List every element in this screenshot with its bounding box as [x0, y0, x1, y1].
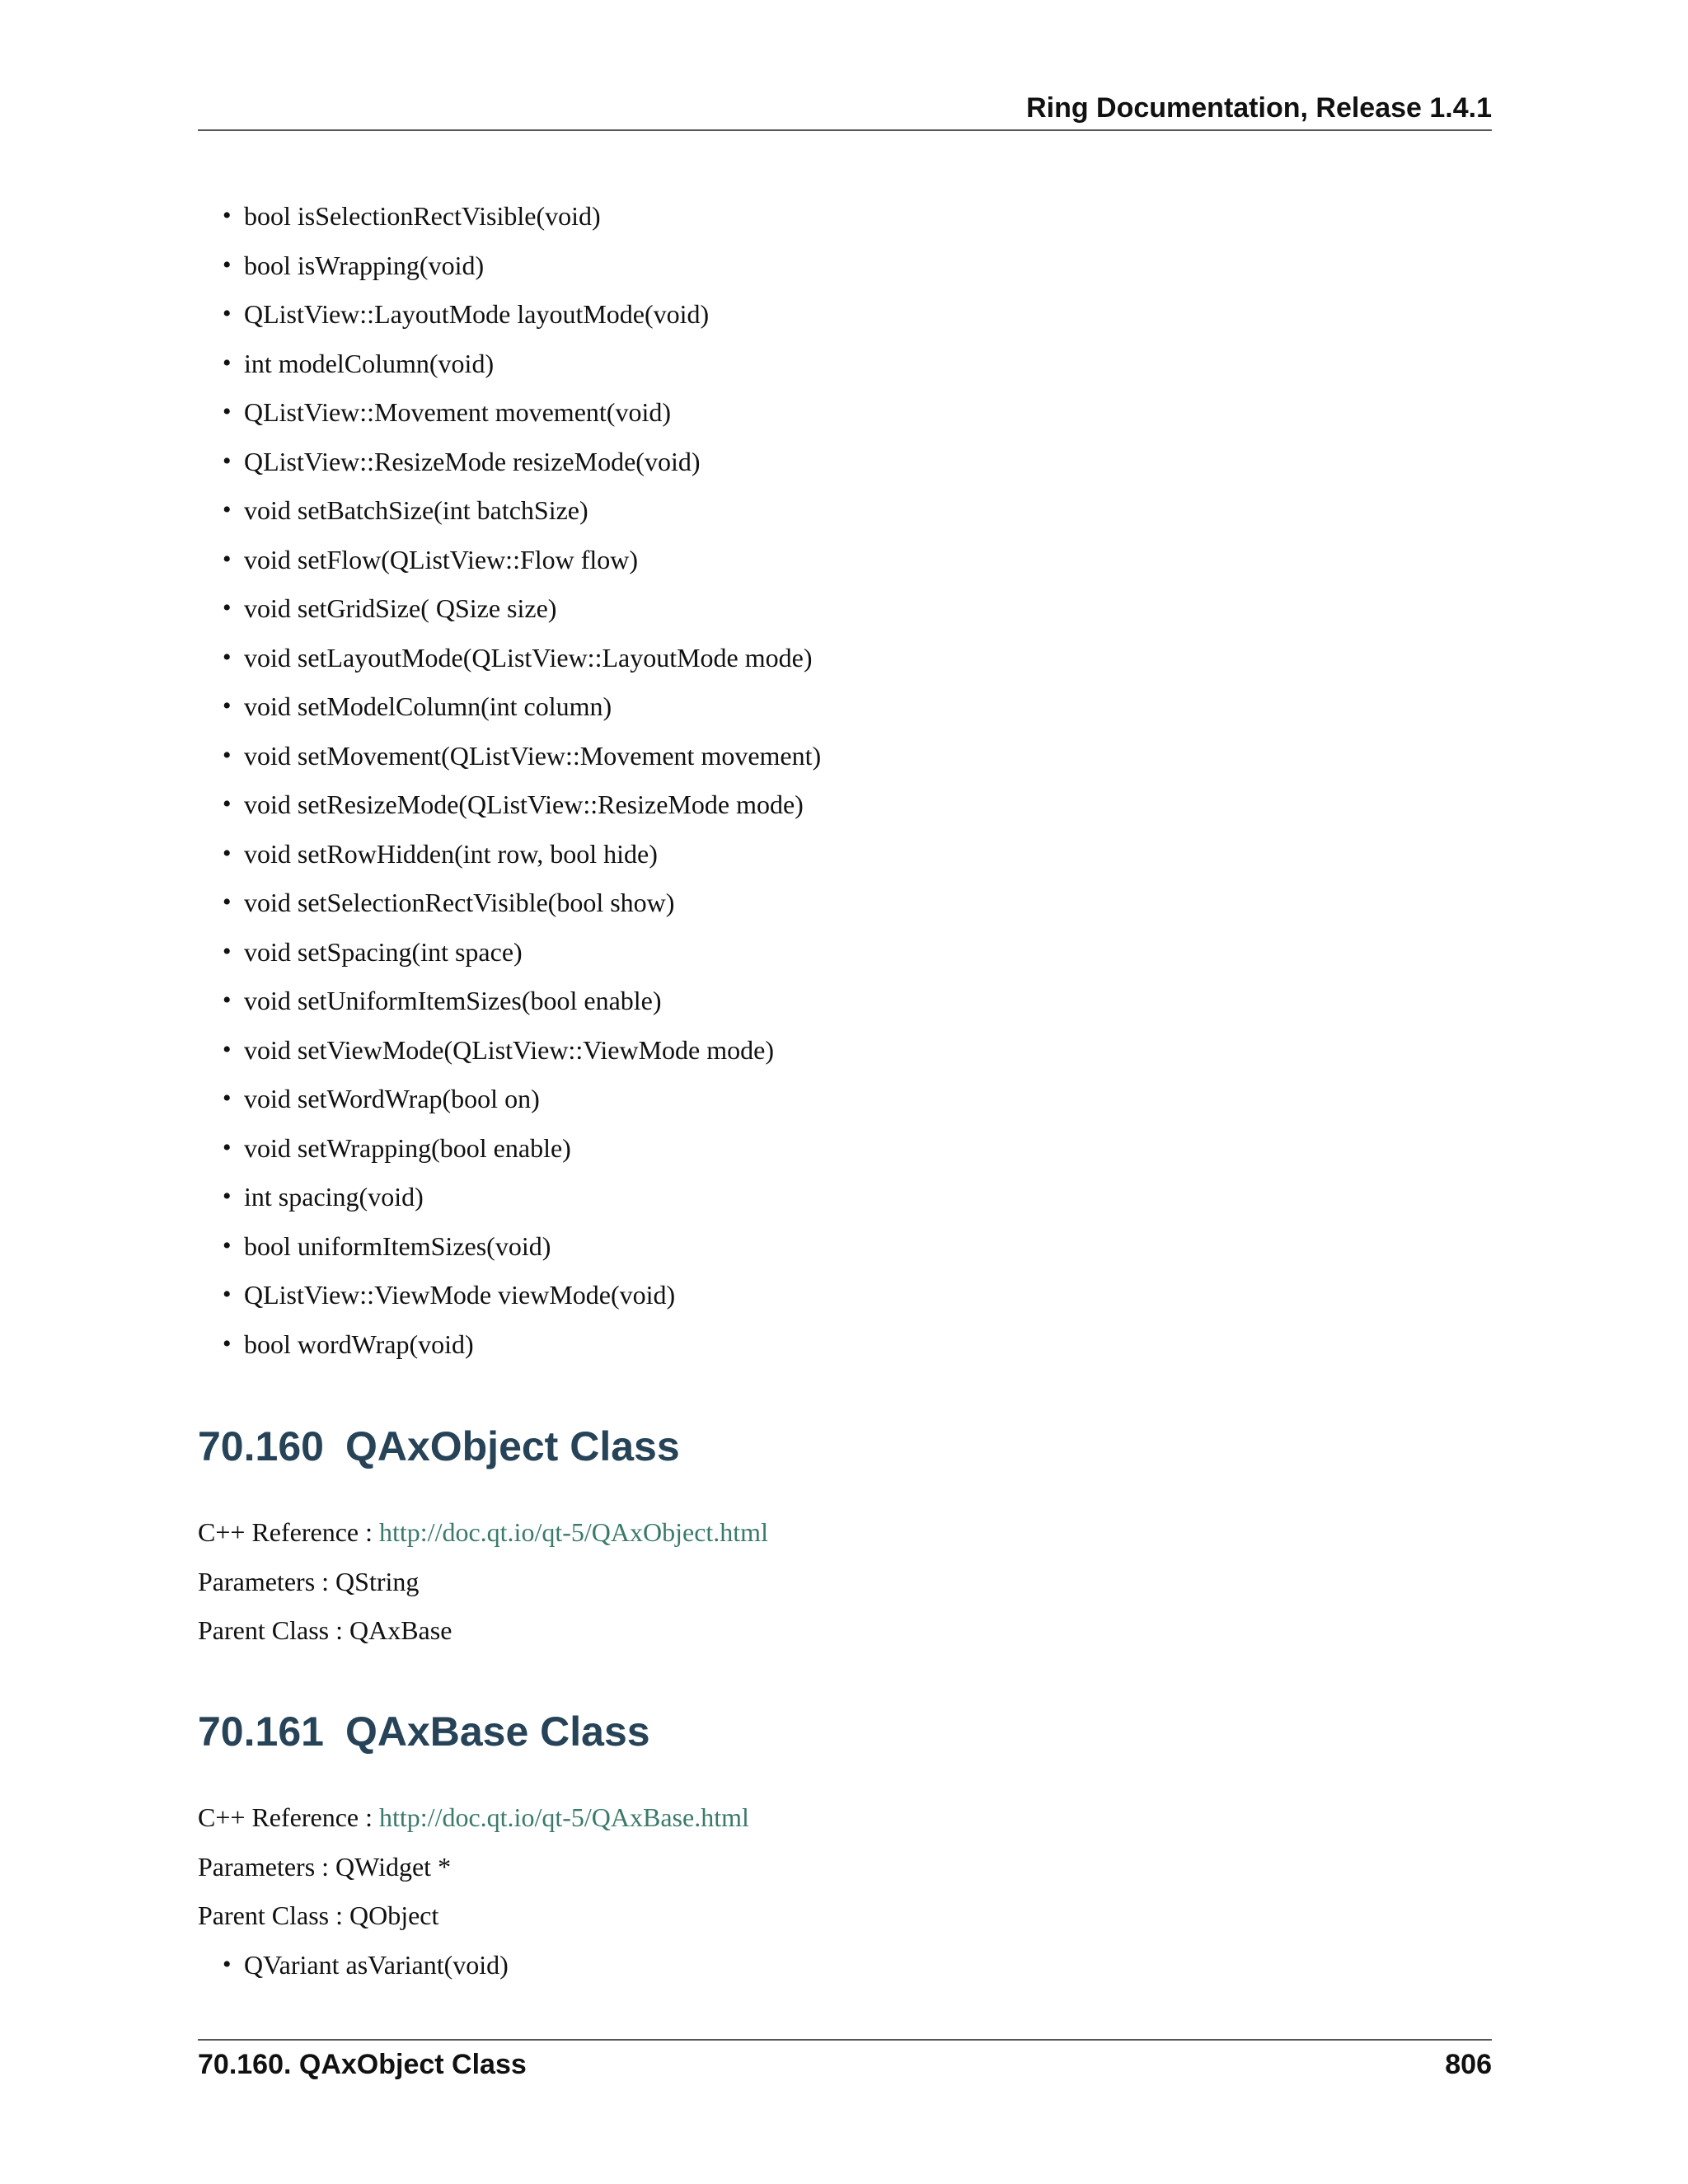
method-item: • int spacing(void): [244, 1180, 424, 1213]
section-title: QAxObject Class: [345, 1423, 680, 1469]
method-item: • void setWrapping(bool enable): [244, 1132, 571, 1165]
cpp-reference-link[interactable]: http://doc.qt.io/qt-5/QAxBase.html: [379, 1802, 749, 1832]
method-item: • void setSelectionRectVisible(bool show): [244, 886, 674, 919]
method-item: • void setGridSize( QSize size): [244, 592, 556, 625]
parent-class-line: Parent Class : QAxBase: [198, 1615, 452, 1645]
section-heading-qaxobject: [198, 1422, 680, 1470]
parent-class-line: Parent Class : QObject: [198, 1900, 439, 1930]
method-item: • void setFlow(QListView::Flow flow): [244, 543, 638, 576]
method-item: • bool wordWrap(void): [244, 1328, 474, 1361]
method-item: • void setViewMode(QListView::ViewMode mode): [244, 1033, 774, 1066]
header-divider: [198, 129, 1492, 131]
cpp-reference-line: [198, 1516, 768, 1549]
method-item: • QVariant asVariant(void): [244, 1948, 509, 1981]
method-item: • void setLayoutMode(QListView::LayoutMode mode): [244, 641, 813, 674]
footer-divider: [198, 2039, 1492, 2041]
method-item: • QListView::ViewMode viewMode(void): [244, 1278, 675, 1311]
document-header-title: Ring Documentation, Release 1.4.1: [1026, 92, 1492, 124]
method-item: • QListView::ResizeMode resizeMode(void): [244, 445, 700, 478]
cpp-reference-line: [198, 1801, 749, 1834]
cpp-reference-label: C++ Reference :: [198, 1517, 379, 1547]
section-number: 70.160: [198, 1423, 324, 1469]
method-item: • QListView::Movement movement(void): [244, 396, 671, 429]
parameters-line: Parameters : QWidget *: [198, 1852, 452, 1882]
footer-section-title: 70.160. QAxObject Class: [198, 2049, 527, 2080]
method-item: • void setRowHidden(int row, bool hide): [244, 837, 658, 870]
section-number: 70.161: [198, 1708, 324, 1755]
method-item: • int modelColumn(void): [244, 347, 494, 380]
page-number: 806: [1445, 2049, 1492, 2080]
cpp-reference-link[interactable]: http://doc.qt.io/qt-5/QAxObject.html: [379, 1517, 768, 1547]
method-item: • void setWordWrap(bool on): [244, 1082, 540, 1115]
method-item: • bool isWrapping(void): [244, 249, 484, 282]
method-item: • void setMovement(QListView::Movement movement): [244, 739, 821, 772]
method-item: • void setUniformItemSizes(bool enable): [244, 984, 662, 1017]
section-title: QAxBase Class: [345, 1708, 650, 1755]
method-item: • void setModelColumn(int column): [244, 690, 612, 723]
method-item: • void setBatchSize(int batchSize): [244, 494, 588, 527]
parameters-line: Parameters : QString: [198, 1567, 420, 1596]
method-item: • void setSpacing(int space): [244, 935, 523, 968]
method-item: • bool isSelectionRectVisible(void): [244, 199, 601, 232]
method-item: • QListView::LayoutMode layoutMode(void): [244, 298, 709, 330]
method-item: • bool uniformItemSizes(void): [244, 1230, 551, 1263]
section-heading-qaxbase: [198, 1708, 650, 1755]
method-item: • void setResizeMode(QListView::ResizeMode mode): [244, 788, 804, 821]
cpp-reference-label: C++ Reference :: [198, 1802, 379, 1832]
